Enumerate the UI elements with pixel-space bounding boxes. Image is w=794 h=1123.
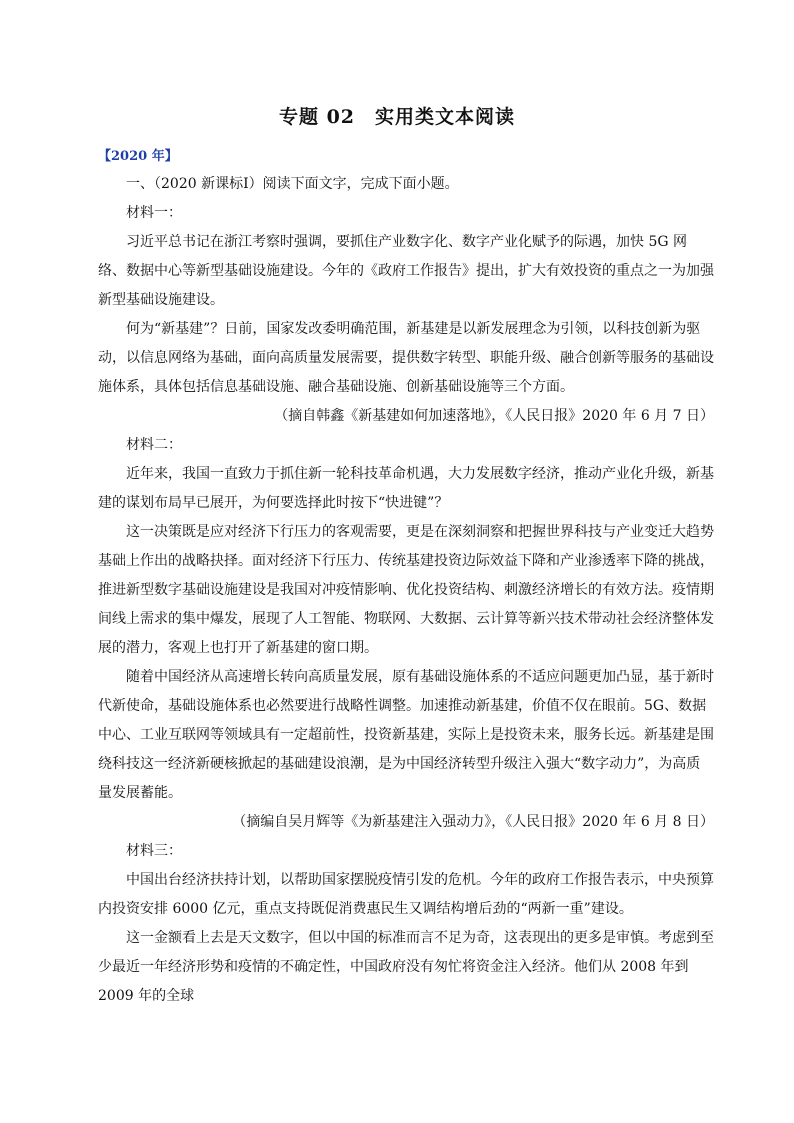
paragraph: 材料一： [126, 205, 182, 221]
year-tag: 【2020 年】 [98, 149, 178, 164]
paragraph: 中国出台经济扶持计划，以帮助国家摆脱疫情引发的危机。今年的政府工作报告表示，中央预算内投资安排 6000 亿元，重点支持既促消费惠民生又调结构增后劲的“两新一重”建设。 [98, 872, 714, 917]
paragraph: 随着中国经济从高速增长转向高质量发展，原有基础设施体系的不适应问题更加凸显，基于新时代新使命，基础设施体系也必然要进行战略性调整。加速推动新基建，价值不仅在眼前。5G、数据中心、工业互联网等领域具有一定超前性，投资新基建，实际上是投资未来，服务长远。新基建是围绕科技这一经济新硬核掀起的基础建设浪潮，是为中国经济转型升级注入强大“数字动力”，为高质量发展蓄能。 [98, 669, 714, 801]
paragraph: 材料二： [126, 437, 182, 453]
source-citation: （摘编自吴月辉等《为新基建注入强动力》，《人民日报》2020 年 6 月 8 日） [232, 814, 714, 830]
paragraph: 近年来，我国一直致力于抓住新一轮科技革命机遇，大力发展数字经济，推动产业化升级，新基建的谋划布局早已展开，为何要选择此时按下“快进键”？ [98, 466, 714, 511]
paragraph: 这一金额看上去是天文数字，但以中国的标准而言不足为奇，这表现出的更多是审慎。考虑到至少最近一年经济形势和疫情的不确定性，中国政府没有匆忙将资金注入经济。他们从 2008 年到 2009 年的全球 [98, 930, 714, 1004]
paragraph: 一、（2020 新课标Ⅰ）阅读下面文字，完成下面小题。 [126, 176, 459, 192]
paragraph: 材料三： [126, 843, 182, 859]
article-body [98, 170, 714, 1011]
paragraph: 这一决策既是应对经济下行压力的客观需要，更是在深刻洞察和把握世界科技与产业变迁大趋势基础上作出的战略抉择。面对经济下行压力、传统基建投资边际效益下降和产业渗透率下降的挑战，推进新型数字基础设施建设是我国对冲疫情影响、优化投资结构、刺激经济增长的有效方法。疫情期间线上需求的集中爆发，展现了人工智能、物联网、大数据、云计算等新兴技术带动社会经济整体发展的潜力，客观上也打开了新基建的窗口期。 [98, 524, 714, 656]
paragraph: 何为“新基建”？日前，国家发改委明确范围，新基建是以新发展理念为引领，以科技创新为驱动，以信息网络为基础，面向高质量发展需要，提供数字转型、职能升级、融合创新等服务的基础设施体系，具体包括信息基础设施、融合基础设施、创新基础设施等三个方面。 [98, 321, 714, 395]
paragraph: 习近平总书记在浙江考察时强调，要抓住产业数字化、数字产业化赋予的际遇，加快 5G 网络、数据中心等新型基础设施建设。今年的《政府工作报告》提出，扩大有效投资的重点之一为加强新型基础设施建设。 [98, 234, 714, 308]
page-title: 专题 02 实用类文本阅读 [278, 106, 516, 128]
source-citation: （摘自韩鑫《新基建如何加速落地》，《人民日报》2020 年 6 月 7 日） [274, 408, 714, 424]
